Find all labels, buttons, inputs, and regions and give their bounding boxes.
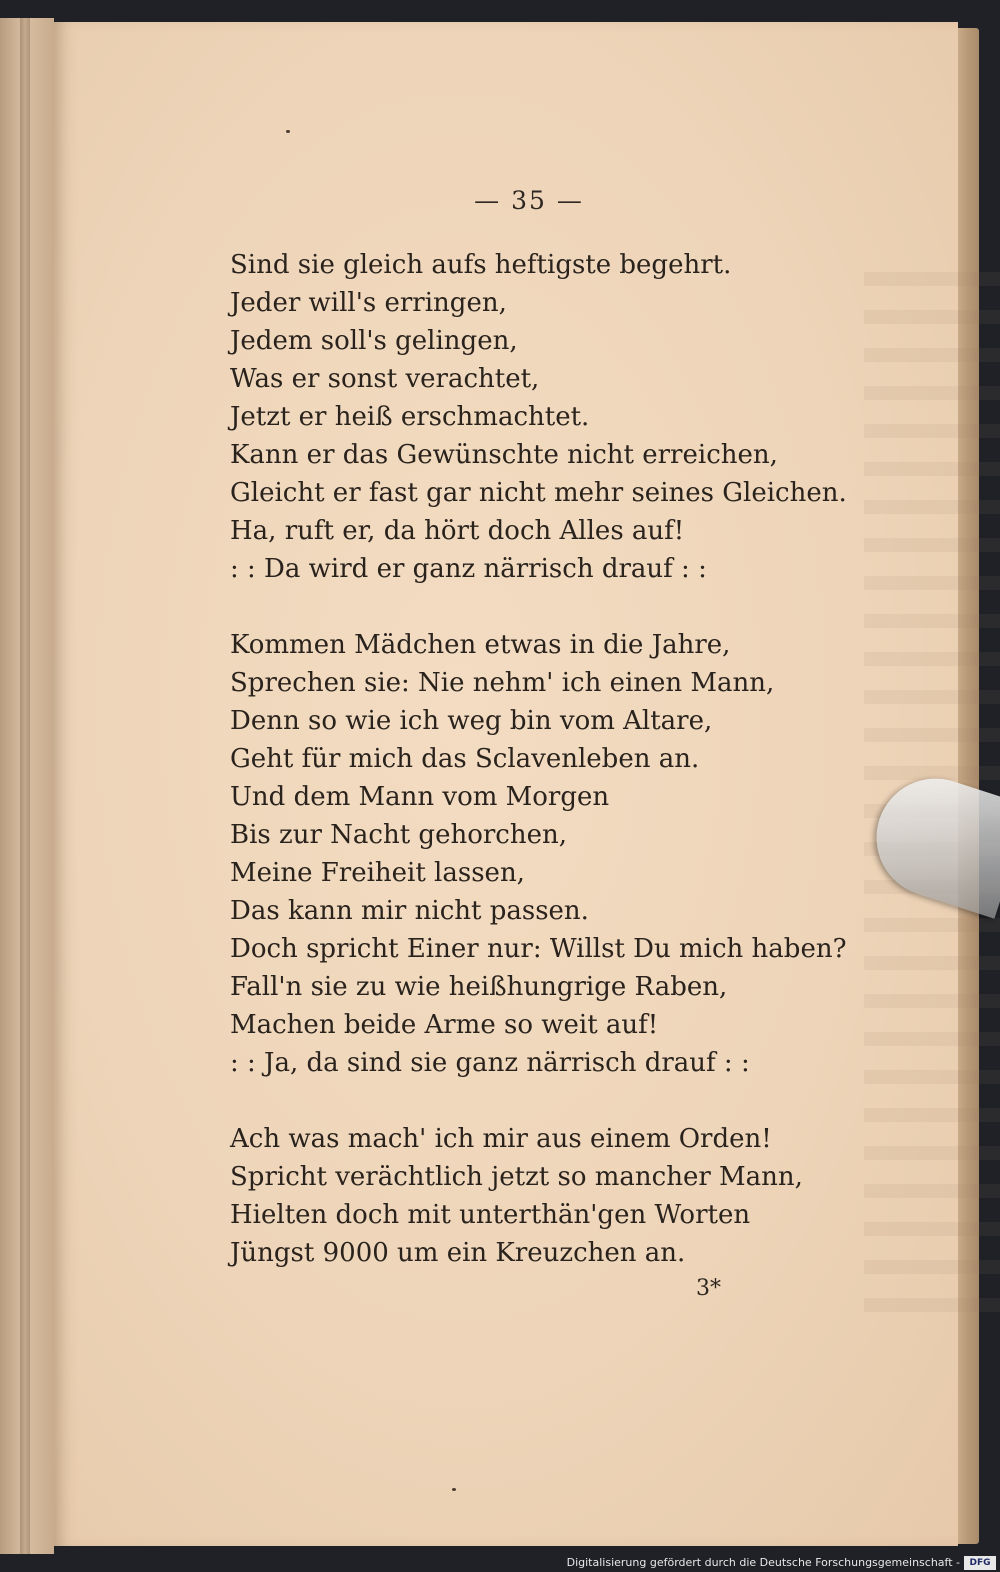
- poem-line: Denn so wie ich weg bin vom Altare,: [230, 706, 713, 736]
- poem-line: Und dem Mann vom Morgen: [230, 782, 610, 812]
- funding-credit: Digitalisierung gefördert durch die Deutsche Forschungsgemeinschaft -: [566, 1556, 960, 1569]
- poem-line: Jetzt er heiß erschmachtet.: [230, 402, 590, 432]
- poem-line: Jedem soll's gelingen,: [230, 326, 518, 356]
- poem-line: Kommen Mädchen etwas in die Jahre,: [230, 630, 731, 660]
- poem-line: Das kann mir nicht passen.: [230, 896, 589, 926]
- poem-line: Kann er das Gewünschte nicht erreichen,: [230, 440, 778, 470]
- poem-line: Ach was mach' ich mir aus einem Orden!: [230, 1124, 772, 1154]
- poem-line: Bis zur Nacht gehorchen,: [230, 820, 567, 850]
- stanza-2: [230, 626, 850, 1082]
- refrain-line: : : Ja, da sind sie ganz närrisch drauf : :: [230, 1048, 750, 1078]
- refrain-line: : : Da wird er ganz närrisch drauf : :: [230, 554, 707, 584]
- dfg-logo: DFG: [964, 1556, 996, 1570]
- poem-line: Was er sonst verachtet,: [230, 364, 540, 394]
- stanza-1: [230, 246, 850, 588]
- poem-line: Jüngst 9000 um ein Kreuzchen an.: [230, 1238, 686, 1268]
- poem-line: Sind sie gleich aufs heftigste begehrt.: [230, 250, 732, 280]
- stanza-gap: [230, 1082, 850, 1120]
- poem-line: Ha, ruft er, da hört doch Alles auf!: [230, 516, 685, 546]
- poem-line: Sprechen sie: Nie nehm' ich einen Mann,: [230, 668, 775, 698]
- poem-text: [230, 246, 850, 1272]
- signature-mark: 3*: [696, 1276, 721, 1301]
- attribution-footer: [0, 1554, 1000, 1572]
- paper-speck: [452, 1488, 456, 1491]
- poem-line: Hielten doch mit unterthän'gen Worten: [230, 1200, 751, 1230]
- poem-line: Fall'n sie zu wie heißhungrige Raben,: [230, 972, 728, 1002]
- paper-speck: [286, 130, 290, 133]
- poem-line: Doch spricht Einer nur: Willst Du mich haben?: [230, 934, 847, 964]
- stanza-3: [230, 1120, 850, 1272]
- poem-line: Meine Freiheit lassen,: [230, 858, 525, 888]
- poem-line: Spricht verächtlich jetzt so mancher Mann,: [230, 1162, 803, 1192]
- book-gutter: [20, 18, 30, 1554]
- poem-line: Geht für mich das Sclavenleben an.: [230, 744, 700, 774]
- page-number: — 35 —: [474, 186, 584, 215]
- poem-line: Jeder will's erringen,: [230, 288, 507, 318]
- poem-line: Gleicht er fast gar nicht mehr seines Gleichen.: [230, 478, 847, 508]
- stanza-gap: [230, 588, 850, 626]
- poem-line: Machen beide Arme so weit auf!: [230, 1010, 659, 1040]
